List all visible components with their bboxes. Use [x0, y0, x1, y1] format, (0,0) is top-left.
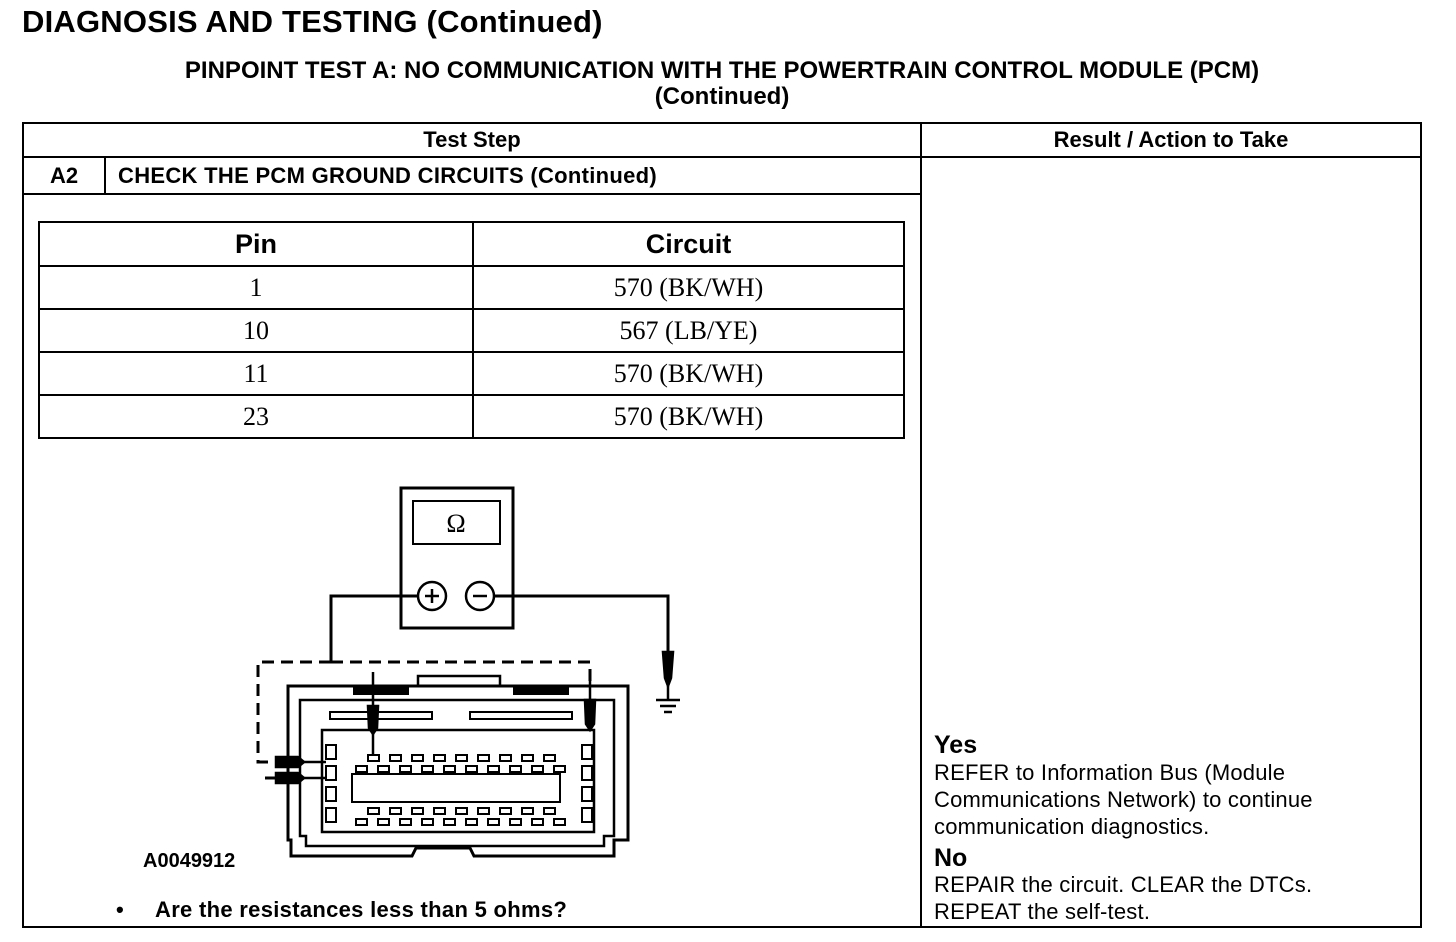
header-test-step: Test Step — [423, 127, 521, 152]
circuit-header: Circuit — [473, 222, 904, 266]
circuit-cell: 570 (BK/WH) — [473, 352, 904, 395]
pin-cell: 10 — [39, 309, 473, 352]
page-title: DIAGNOSIS AND TESTING (Continued) — [22, 4, 603, 39]
step-title: CHECK THE PCM GROUND CIRCUITS (Continued) — [118, 163, 658, 188]
result-yes-line: communication diagnostics. — [934, 814, 1210, 839]
result-yes-line: REFER to Information Bus (Module — [934, 760, 1286, 785]
step-number: A2 — [49, 163, 79, 188]
result-no-label: No — [934, 844, 968, 872]
pin-cell: 23 — [39, 395, 473, 438]
result-no-text — [934, 871, 1404, 925]
pinpoint-test-title-line2: (Continued) — [654, 83, 790, 110]
ohm-symbol: Ω — [446, 509, 466, 538]
pin-cell: 11 — [39, 352, 473, 395]
question-bullet: • — [116, 897, 124, 922]
test-question: Are the resistances less than 5 ohms? — [155, 897, 568, 922]
result-yes-label: Yes — [934, 731, 978, 759]
pcm-connector-icon — [288, 676, 628, 856]
result-yes-text — [934, 759, 1404, 840]
result-no-line: REPEAT the self-test. — [934, 899, 1151, 924]
pin-cell: 1 — [39, 266, 473, 309]
pinpoint-test-title-line1: PINPOINT TEST A: NO COMMUNICATION WITH THE POWERTRAIN CONTROL MODULE (PCM) — [184, 57, 1260, 84]
result-no-line: REPAIR the circuit. CLEAR the DTCs. — [934, 872, 1313, 897]
ground-symbol-icon — [656, 652, 680, 712]
header-result: Result / Action to Take — [1053, 127, 1289, 152]
circuit-cell: 570 (BK/WH) — [473, 266, 904, 309]
circuit-cell: 570 (BK/WH) — [473, 395, 904, 438]
circuit-cell: 567 (LB/YE) — [473, 309, 904, 352]
result-yes-line: Communications Network) to continue — [934, 787, 1313, 812]
pin-header: Pin — [39, 222, 473, 266]
figure-id: A0049912 — [143, 850, 236, 872]
